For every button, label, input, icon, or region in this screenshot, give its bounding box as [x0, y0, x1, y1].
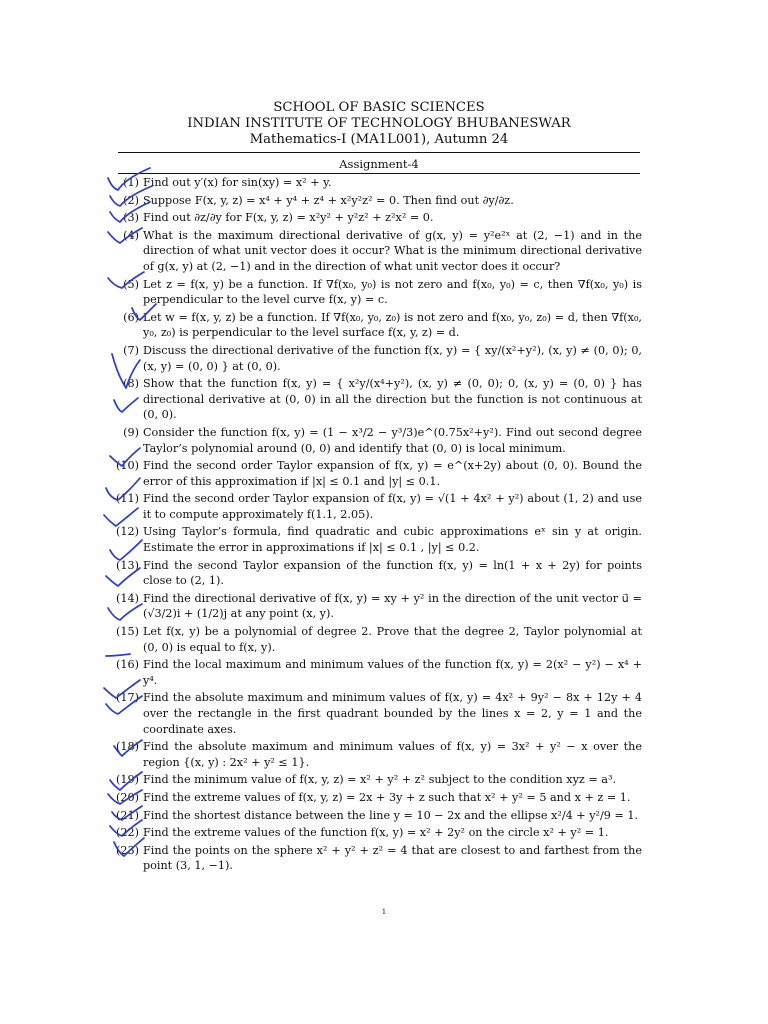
problem-text: Suppose F(x, y, z) = x⁴ + y⁴ + z⁴ + x²y²z² = 0. Then find out ∂y/∂z.: [143, 193, 514, 207]
problem-item: [112, 690, 642, 737]
document-header: [118, 100, 640, 148]
problem-item: [112, 790, 642, 806]
problem-item: [112, 739, 642, 770]
problem-number: (17): [116, 691, 139, 705]
problem-number: (9): [123, 425, 139, 439]
problem-item: [112, 491, 642, 522]
course-title: Mathematics-I (MA1L001), Autumn 24: [249, 132, 509, 147]
problem-number: (18): [116, 740, 139, 754]
problem-list: [112, 175, 642, 874]
problem-number: (2): [123, 193, 139, 207]
problem-number: (19): [116, 773, 139, 787]
problem-text: Consider the function f(x, y) = (1 − x³/2 − y³/3)e^(0.75x²+y²). Find out second degree Taylor’s polynomial around (0, 0) and identify that (0, 0) is local minimum.: [143, 425, 642, 455]
problem-text: Find the absolute maximum and minimum values of f(x, y) = 4x² + 9y² − 8x + 12y + 4 over the rectangle in the first quadrant bounded by the lines x = 2, y = 1 and the coordinate axes.: [143, 691, 642, 736]
problem-item: [112, 210, 642, 226]
problem-number: (11): [116, 492, 139, 506]
problem-number: (6): [123, 310, 139, 324]
problem-number: (20): [116, 790, 139, 804]
problem-text: Find the second Taylor expansion of the function f(x, y) = ln(1 + x + 2y) for points close to (2, 1).: [143, 558, 642, 588]
problem-number: (1): [123, 176, 139, 189]
problem-text: Find the shortest distance between the line y = 10 − 2x and the ellipse x²/4 + y²/9 = 1.: [143, 808, 639, 822]
problem-text: Find the directional derivative of f(x, y) = xy + y² in the direction of the unit vector u⃗ = (√3/2)i + (1/2)j at any point (x, y).: [143, 591, 642, 621]
problem-number: (7): [123, 343, 139, 357]
problem-text: Discuss the directional derivative of the function f(x, y) = { xy/(x²+y²), (x, y) ≠ (0, 0); 0, (x, y) = (0, 0) } at (0, 0).: [143, 343, 642, 373]
problem-number: (10): [116, 459, 139, 473]
problem-item: [112, 425, 642, 456]
problem-number: (8): [123, 377, 139, 391]
problem-number: (23): [116, 843, 139, 857]
problem-item: [112, 591, 642, 622]
problem-item: [112, 175, 642, 191]
problem-number: (15): [116, 625, 139, 639]
institute-name: INDIAN INSTITUTE OF TECHNOLOGY BHUBANESWAR: [187, 116, 571, 131]
problem-text: Find the extreme values of f(x, y, z) = 2x + 3y + z such that x² + y² = 5 and x + z = 1.: [143, 790, 631, 804]
problem-text: Using Taylor’s formula, find quadratic and cubic approximations eˣ sin y at origin. Estimate the error in approximations if |x| ≤ 0.1 , |y| ≤ 0.2.: [143, 525, 642, 555]
problem-item: [112, 772, 642, 788]
problem-number: (21): [116, 808, 139, 822]
problem-number: (12): [116, 525, 139, 539]
problem-text: Find the minimum value of f(x, y, z) = x² + y² + z² subject to the condition xyz = a³.: [143, 773, 617, 787]
problem-item: [112, 843, 642, 874]
problem-text: Let z = f(x, y) be a function. If ∇f(x₀, y₀) is not zero and f(x₀, y₀) = c, then ∇f(x₀, y₀) is perpendicular to the level curve f(x, y) = c.: [143, 277, 642, 307]
problem-number: (3): [123, 211, 139, 225]
header-rule-top: [118, 152, 640, 153]
problem-item: [112, 277, 642, 308]
header-rule-bottom: [118, 173, 640, 174]
problem-item: [112, 193, 642, 209]
problem-text: Find the extreme values of the function f(x, y) = x² + 2y² on the circle x² + y² = 1.: [143, 826, 609, 840]
problem-number: (22): [116, 826, 139, 840]
problem-number: (13): [116, 558, 139, 572]
problem-text: Let f(x, y) be a polynomial of degree 2. Prove that the degree 2, Taylor polynomial at (0, 0) is equal to f(x, y).: [143, 625, 642, 654]
problem-item: [112, 808, 642, 824]
problem-number: (5): [123, 277, 139, 291]
problem-text: Let w = f(x, y, z) be a function. If ∇f(x₀, y₀, z₀) is not zero and f(x₀, y₀, z₀) = d, then ∇f(x₀, y₀, z₀) is perpendicular to the level surface f(x, y, z) = d.: [143, 310, 642, 340]
problem-number: (16): [116, 658, 139, 672]
problem-item: [112, 376, 642, 423]
problem-item: [112, 624, 642, 655]
problem-number: (4): [123, 228, 139, 242]
problem-text: Find the second order Taylor expansion of f(x, y) = √(1 + 4x² + y²) about (1, 2) and use it to compute approximately f(1.1, 2.05).: [143, 492, 642, 521]
problem-item: [112, 524, 642, 555]
school-name: SCHOOL OF BASIC SCIENCES: [273, 100, 485, 115]
problem-item: [112, 657, 642, 688]
problem-item: [112, 825, 642, 841]
problem-text: Find the points on the sphere x² + y² + z² = 4 that are closest to and farthest from the point (3, 1, −1).: [143, 843, 642, 873]
problem-text: Find the absolute maximum and minimum values of f(x, y) = 3x² + y² − x over the region {(x, y) : 2x² + y² ≤ 1}.: [143, 740, 642, 769]
problem-text: What is the maximum directional derivative of g(x, y) = y²e²ˣ at (2, −1) and in the direction of what unit vector does it occur? What is the minimum directional derivative of g(x, y) at (2, −1) and in the direction of what unit vector does it occur?: [143, 228, 642, 273]
problem-item: [112, 558, 642, 589]
problem-text: Show that the function f(x, y) = { x²y/(x⁴+y²), (x, y) ≠ (0, 0); 0, (x, y) = (0, 0) } has directional derivative at (0, 0) in all the direction but the function is not continuous at (0, 0).: [143, 377, 642, 422]
problem-number: (14): [116, 591, 139, 605]
problem-text: Find out y′(x) for sin(xy) = x² + y.: [143, 176, 332, 189]
problem-item: [112, 310, 642, 341]
problem-text: Find the local maximum and minimum values of the function f(x, y) = 2(x² − y²) − x⁴ + y⁴.: [143, 658, 642, 687]
problem-item: [112, 228, 642, 275]
problem-item: [112, 343, 642, 374]
problem-item: [112, 458, 642, 489]
problem-text: Find out ∂z/∂y for F(x, y, z) = x²y² + y²z² + z²x² = 0.: [143, 211, 434, 225]
page-number: 1: [381, 908, 387, 916]
problem-text: Find the second order Taylor expansion of f(x, y) = e^(x+2y) about (0, 0). Bound the error of this approximation if |x| ≤ 0.1 and |y| ≤ 0.1.: [143, 459, 642, 488]
assignment-title: Assignment-4: [339, 157, 419, 171]
